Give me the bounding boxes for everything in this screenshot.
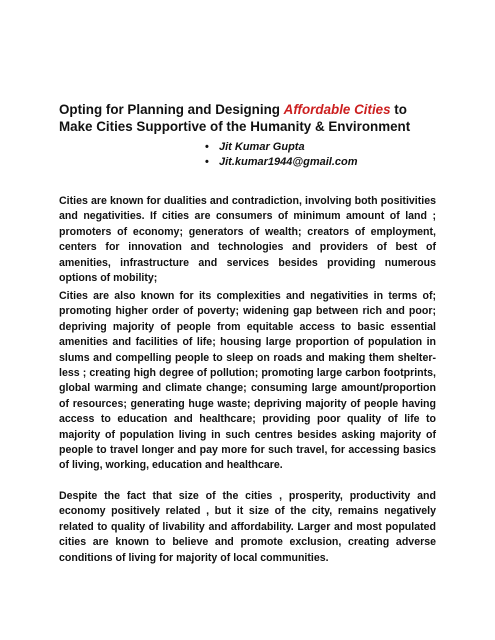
author-list xyxy=(205,140,358,170)
paragraph-3: Despite the fact that size of the cities , prosperity, productivity and economy positively related , but it size of the city, remains negatively related to quality of livability and affordability. Larger and most populated cities are known to believe and promote exclusion, creating adverse conditions of living for majority of local communities. xyxy=(59,490,436,564)
document-title xyxy=(59,101,444,135)
bullet-icon: • xyxy=(205,156,209,168)
title-highlight: Affordable Cities xyxy=(283,102,391,117)
paragraph-1: Cities are known for dualities and contradiction, involving both positivities and negativities. If cities are consumers of minimum amount of land ; promoters of economy; generators of wealth; creators of employment, centers for innovation and technologies and providers of best of amenities, infrastructure and services besides providing numerous options of mobility; xyxy=(59,195,436,285)
author-name: Jit Kumar Gupta xyxy=(219,141,305,153)
author-name-item xyxy=(205,140,358,155)
paragraph-2: Cities are also known for its complexities and negativities in terms of; promoting higher order of poverty; widening gap between rich and poor; depriving majority of people from equitable access to basic essential amenities and facilities of life; housing large proportion of population in slums and compelling people to sleep on roads and making them shelter-less ; creating high degree of pollution; promoting large carbon footprints, global warming and climate change; consuming large amount/proportion of resources; generating huge waste; depriving majority of people having access to education and healthcare; providing poor quality of life to majority of population living in such centres besides asking majority of people to travel longer and pay more for such travel, for accessing basics of living, working, education and healthcare. xyxy=(59,290,436,472)
author-email: Jit.kumar1944@gmail.com xyxy=(219,156,358,168)
title-part-1: Opting for Planning and Designing xyxy=(59,102,284,117)
author-email-item xyxy=(205,155,358,170)
title-part-2: to Make Cities Supportive of the Humanity & Environment xyxy=(59,102,411,134)
bullet-icon: • xyxy=(205,141,209,153)
